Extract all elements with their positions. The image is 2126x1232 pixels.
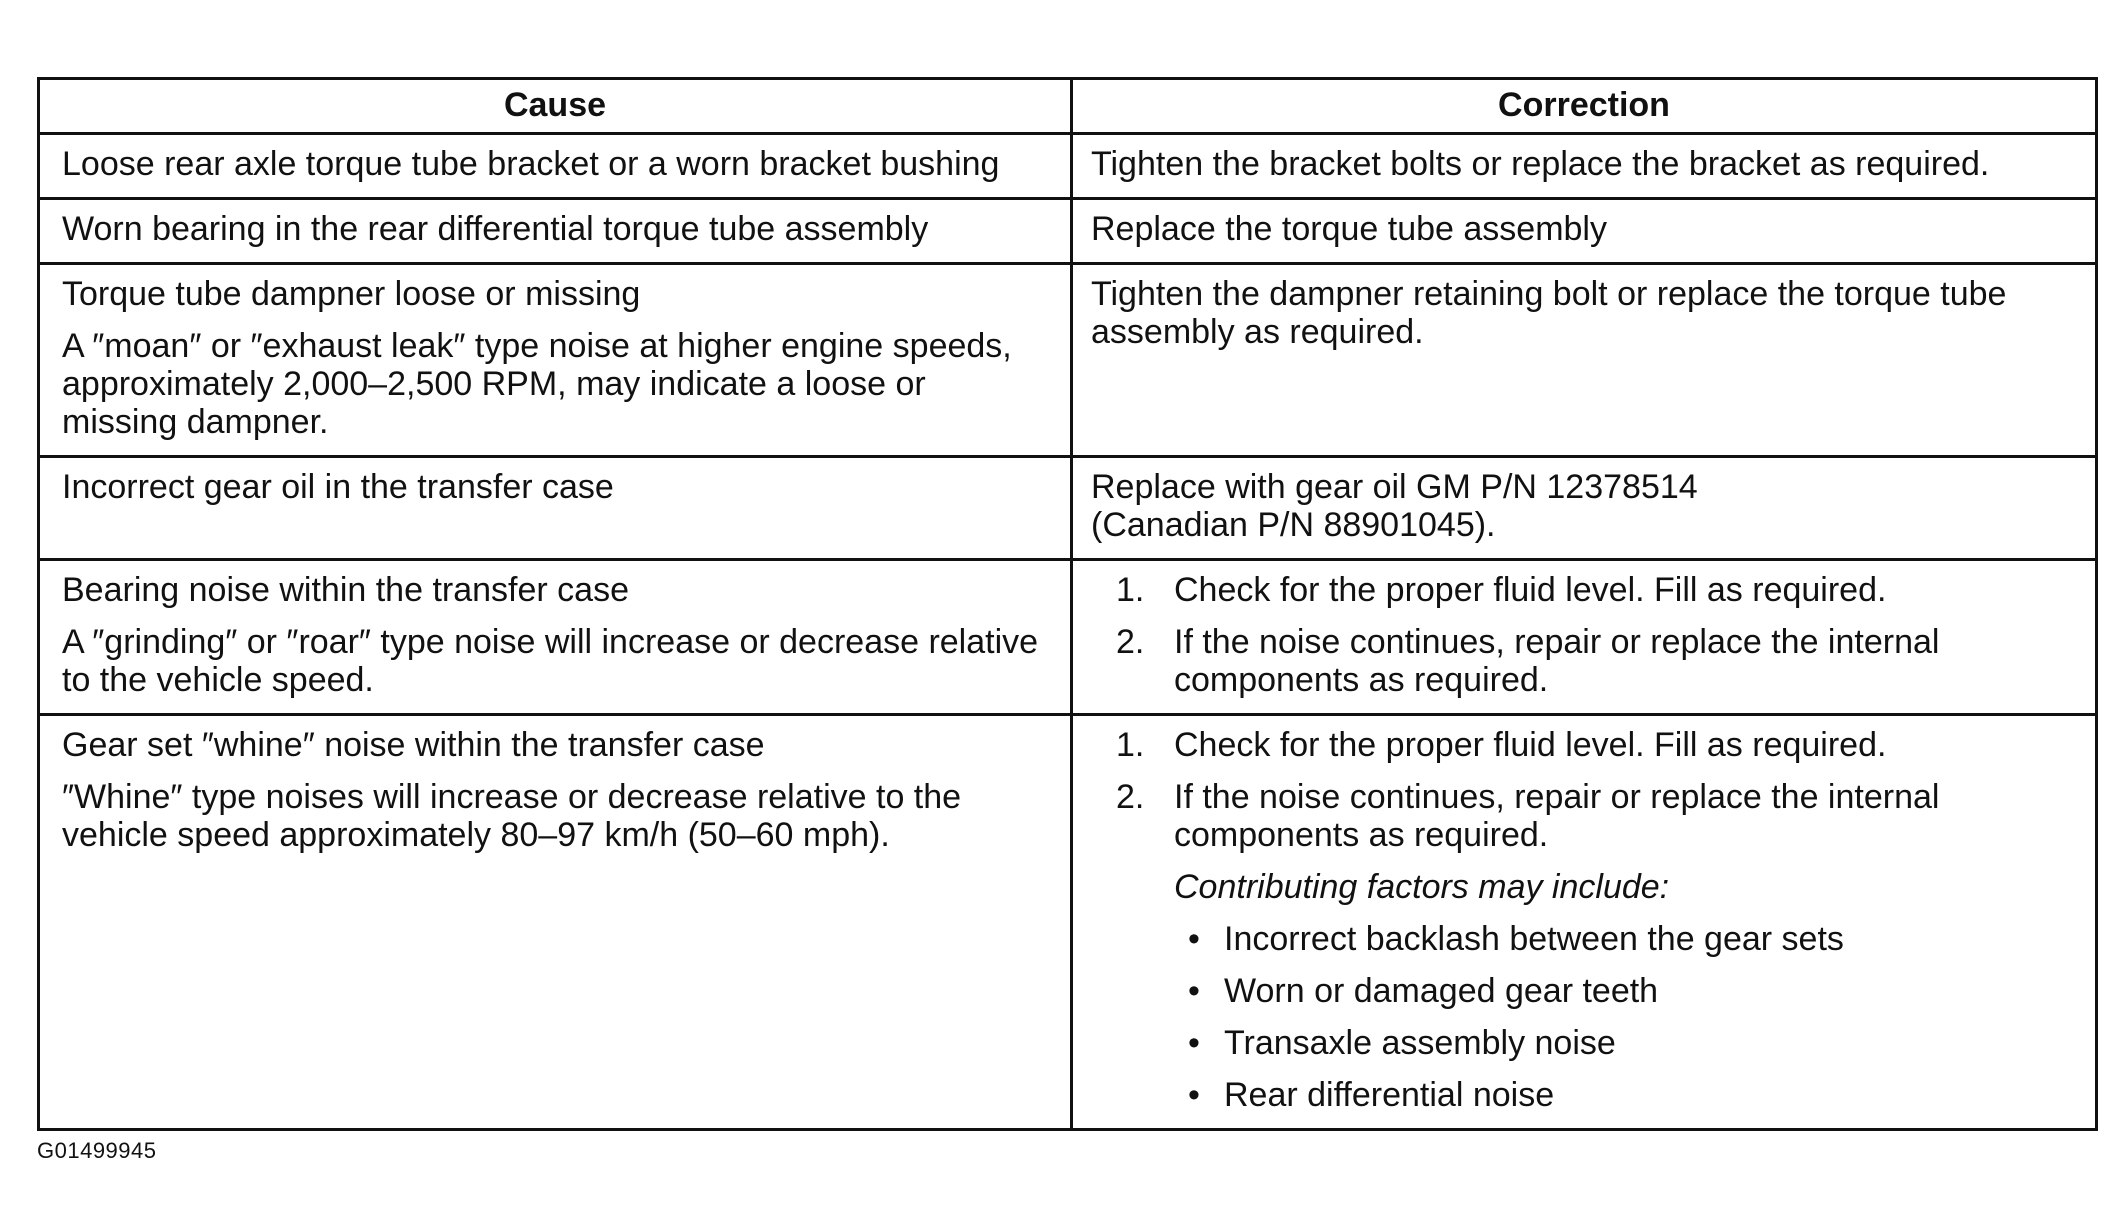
step-body — [1174, 778, 2083, 1114]
correction-cell — [1072, 134, 2097, 199]
cause-detail: A ″moan″ or ″exhaust leak″ type noise at higher engine speeds, approximately 2,000–2,500 RPM, may indicate a loose or missing dampner. — [62, 327, 1012, 441]
diagnosis-table — [37, 77, 2098, 1131]
bullet-icon: • — [1188, 1024, 1200, 1062]
table-row — [39, 715, 2097, 1130]
factor-item — [1188, 1024, 2083, 1062]
cause-text: Loose rear axle torque tube bracket or a worn bracket bushing — [62, 145, 1000, 183]
step-number: 1. — [1116, 726, 1145, 764]
cause-cell — [39, 715, 1072, 1130]
correction-step — [1091, 623, 2083, 699]
correction-steps — [1091, 571, 2083, 699]
correction-steps — [1091, 726, 2083, 1114]
correction-text: Tighten the dampner retaining bolt or replace the torque tube assembly as required. — [1091, 275, 2007, 351]
bullet-icon: • — [1188, 972, 1200, 1010]
factor-item — [1188, 972, 2083, 1010]
correction-text: Replace with gear oil GM P/N 12378514 — [1091, 468, 1698, 506]
step-text: Check for the proper fluid level. Fill as required. — [1174, 571, 1887, 609]
table-row — [39, 264, 2097, 457]
factors-list — [1174, 920, 2083, 1114]
correction-cell — [1072, 457, 2097, 560]
factor-text: Worn or damaged gear teeth — [1224, 972, 1659, 1010]
cause-text: Torque tube dampner loose or missing — [62, 275, 641, 313]
cause-cell — [39, 199, 1072, 264]
factor-item — [1188, 920, 2083, 958]
bullet-icon: • — [1188, 920, 1200, 958]
table-row — [39, 134, 2097, 199]
cause-text: Bearing noise within the transfer case — [62, 571, 629, 609]
table-header-row — [39, 79, 2097, 134]
step-number: 2. — [1116, 778, 1145, 816]
step-text: If the noise continues, repair or replace the internal components as required. — [1174, 623, 1940, 699]
figure-id: G01499945 — [37, 1138, 157, 1163]
correction-text-canadian: (Canadian P/N 88901045). — [1091, 506, 1496, 544]
correction-cell — [1072, 264, 2097, 457]
table-row — [39, 199, 2097, 264]
step-text: Check for the proper fluid level. Fill as required. — [1174, 726, 1887, 764]
step-number: 2. — [1116, 623, 1145, 661]
cause-cell — [39, 264, 1072, 457]
table-row — [39, 457, 2097, 560]
correction-text: Replace the torque tube assembly — [1091, 210, 1607, 248]
cause-cell — [39, 457, 1072, 560]
correction-text: Tighten the bracket bolts or replace the bracket as required. — [1091, 145, 1990, 183]
table-row — [39, 560, 2097, 715]
document — [37, 77, 2095, 1131]
step-number: 1. — [1116, 571, 1145, 609]
header-correction: Correction — [1072, 79, 2097, 134]
step-text: If the noise continues, repair or replace the internal components as required. — [1174, 778, 1940, 854]
factor-text: Transaxle assembly noise — [1224, 1024, 1616, 1062]
correction-cell — [1072, 560, 2097, 715]
bullet-icon: • — [1188, 1076, 1200, 1114]
cause-detail: ″Whine″ type noises will increase or decrease relative to the vehicle speed approximately 80–97 km/h (50–60 mph). — [62, 778, 962, 854]
header-cause: Cause — [39, 79, 1072, 134]
correction-step — [1091, 778, 2083, 1114]
correction-step — [1091, 726, 2083, 764]
cause-text: Incorrect gear oil in the transfer case — [62, 468, 614, 506]
cause-cell — [39, 134, 1072, 199]
cause-cell — [39, 560, 1072, 715]
cause-text: Gear set ″whine″ noise within the transfer case — [62, 726, 765, 764]
factors-intro: Contributing factors may include: — [1174, 868, 1670, 906]
factor-item — [1188, 1076, 2083, 1114]
factor-text: Rear differential noise — [1224, 1076, 1555, 1114]
cause-text: Worn bearing in the rear differential torque tube assembly — [62, 210, 929, 248]
correction-cell — [1072, 715, 2097, 1130]
cause-detail: A ″grinding″ or ″roar″ type noise will increase or decrease relative to the vehicle speed. — [62, 623, 1039, 699]
correction-cell — [1072, 199, 2097, 264]
correction-step — [1091, 571, 2083, 609]
factor-text: Incorrect backlash between the gear sets — [1224, 920, 1844, 958]
